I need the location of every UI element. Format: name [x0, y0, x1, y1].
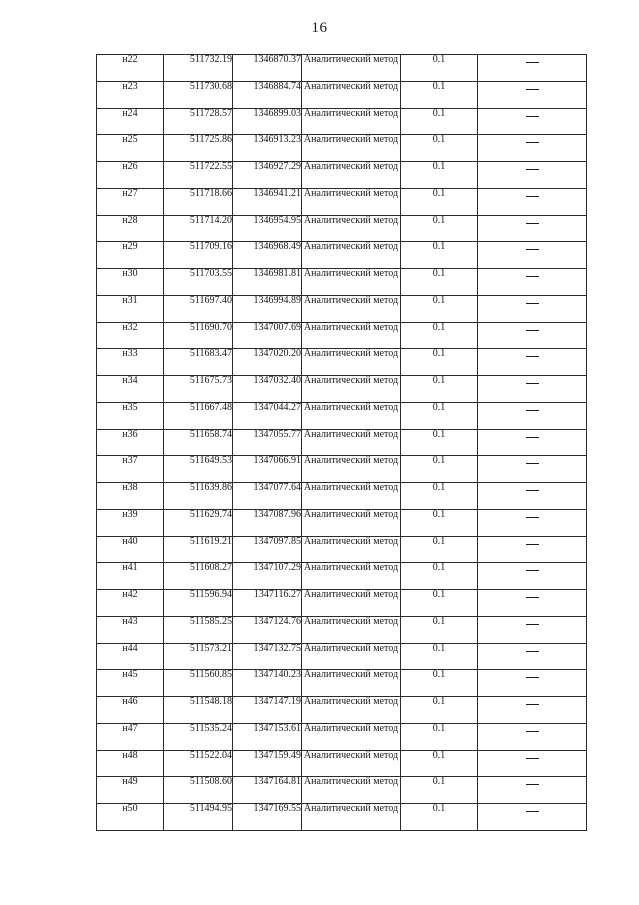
point-id-cell: н39 — [97, 509, 164, 536]
point-id-cell: н36 — [97, 429, 164, 456]
point-id-cell: н43 — [97, 616, 164, 643]
accuracy-cell: 0.1 — [401, 295, 478, 322]
note-cell — [478, 242, 587, 269]
accuracy-cell: 0.1 — [401, 429, 478, 456]
coord-y-cell: 1346899.03 — [233, 108, 302, 135]
note-cell — [478, 188, 587, 215]
accuracy-cell: 0.1 — [401, 563, 478, 590]
point-id-cell: н42 — [97, 590, 164, 617]
method-cell: Аналитический метод — [302, 188, 401, 215]
table-row — [97, 269, 587, 296]
note-cell — [478, 590, 587, 617]
method-cell: Аналитический метод — [302, 349, 401, 376]
note-cell — [478, 670, 587, 697]
method-cell: Аналитический метод — [302, 670, 401, 697]
accuracy-cell: 0.1 — [401, 162, 478, 189]
method-cell: Аналитический метод — [302, 643, 401, 670]
method-cell: Аналитический метод — [302, 108, 401, 135]
accuracy-cell: 0.1 — [401, 723, 478, 750]
dash-mark — [526, 356, 539, 357]
method-cell: Аналитический метод — [302, 215, 401, 242]
note-cell — [478, 804, 587, 831]
method-cell: Аналитический метод — [302, 563, 401, 590]
coord-x-cell: 511703.55 — [164, 269, 233, 296]
point-id-cell: н46 — [97, 697, 164, 724]
note-cell — [478, 536, 587, 563]
dash-mark — [526, 597, 539, 598]
method-cell: Аналитический метод — [302, 376, 401, 403]
coord-y-cell: 1347124.76 — [233, 616, 302, 643]
coordinates-table-body — [97, 55, 587, 831]
point-id-cell: н29 — [97, 242, 164, 269]
table-row — [97, 509, 587, 536]
dash-mark — [526, 116, 539, 117]
note-cell — [478, 402, 587, 429]
table-row — [97, 563, 587, 590]
coord-x-cell: 511658.74 — [164, 429, 233, 456]
accuracy-cell: 0.1 — [401, 483, 478, 510]
dash-mark — [526, 624, 539, 625]
point-id-cell: н50 — [97, 804, 164, 831]
point-id-cell: н34 — [97, 376, 164, 403]
table-row — [97, 242, 587, 269]
method-cell: Аналитический метод — [302, 242, 401, 269]
accuracy-cell: 0.1 — [401, 697, 478, 724]
point-id-cell: н32 — [97, 322, 164, 349]
accuracy-cell: 0.1 — [401, 777, 478, 804]
accuracy-cell: 0.1 — [401, 188, 478, 215]
method-cell: Аналитический метод — [302, 269, 401, 296]
table-row — [97, 804, 587, 831]
note-cell — [478, 723, 587, 750]
point-id-cell: н30 — [97, 269, 164, 296]
coord-x-cell: 511585.25 — [164, 616, 233, 643]
accuracy-cell: 0.1 — [401, 376, 478, 403]
method-cell: Аналитический метод — [302, 723, 401, 750]
coord-y-cell: 1347159.49 — [233, 750, 302, 777]
coord-x-cell: 511596.94 — [164, 590, 233, 617]
coord-x-cell: 511697.40 — [164, 295, 233, 322]
dash-mark — [526, 223, 539, 224]
dash-mark — [526, 437, 539, 438]
coord-x-cell: 511629.74 — [164, 509, 233, 536]
coord-y-cell: 1347140.23 — [233, 670, 302, 697]
method-cell: Аналитический метод — [302, 750, 401, 777]
note-cell — [478, 643, 587, 670]
note-cell — [478, 429, 587, 456]
coord-y-cell: 1346968.49 — [233, 242, 302, 269]
point-id-cell: н26 — [97, 162, 164, 189]
dash-mark — [526, 544, 539, 545]
coord-x-cell: 511730.68 — [164, 81, 233, 108]
coord-y-cell: 1346913.23 — [233, 135, 302, 162]
dash-mark — [526, 330, 539, 331]
point-id-cell: н44 — [97, 643, 164, 670]
dash-mark — [526, 142, 539, 143]
method-cell: Аналитический метод — [302, 804, 401, 831]
note-cell — [478, 135, 587, 162]
method-cell: Аналитический метод — [302, 295, 401, 322]
coord-x-cell: 511608.27 — [164, 563, 233, 590]
accuracy-cell: 0.1 — [401, 322, 478, 349]
accuracy-cell: 0.1 — [401, 242, 478, 269]
table-row — [97, 697, 587, 724]
accuracy-cell: 0.1 — [401, 402, 478, 429]
table-row — [97, 135, 587, 162]
coord-x-cell: 511728.57 — [164, 108, 233, 135]
note-cell — [478, 483, 587, 510]
table-row — [97, 750, 587, 777]
note-cell — [478, 750, 587, 777]
coord-y-cell: 1347169.55 — [233, 804, 302, 831]
dash-mark — [526, 651, 539, 652]
dash-mark — [526, 463, 539, 464]
method-cell: Аналитический метод — [302, 135, 401, 162]
accuracy-cell: 0.1 — [401, 55, 478, 82]
coord-x-cell: 511548.18 — [164, 697, 233, 724]
coord-x-cell: 511718.66 — [164, 188, 233, 215]
coord-x-cell: 511675.73 — [164, 376, 233, 403]
method-cell: Аналитический метод — [302, 456, 401, 483]
coord-y-cell: 1347147.19 — [233, 697, 302, 724]
table-row — [97, 590, 587, 617]
note-cell — [478, 269, 587, 296]
dash-mark — [526, 677, 539, 678]
dash-mark — [526, 731, 539, 732]
point-id-cell: н25 — [97, 135, 164, 162]
table-row — [97, 723, 587, 750]
method-cell: Аналитический метод — [302, 402, 401, 429]
note-cell — [478, 81, 587, 108]
accuracy-cell: 0.1 — [401, 670, 478, 697]
method-cell: Аналитический метод — [302, 162, 401, 189]
coord-y-cell: 1347164.81 — [233, 777, 302, 804]
method-cell: Аналитический метод — [302, 509, 401, 536]
dash-mark — [526, 758, 539, 759]
note-cell — [478, 295, 587, 322]
accuracy-cell: 0.1 — [401, 750, 478, 777]
note-cell — [478, 55, 587, 82]
note-cell — [478, 509, 587, 536]
method-cell: Аналитический метод — [302, 536, 401, 563]
coord-y-cell: 1347132.75 — [233, 643, 302, 670]
point-id-cell: н23 — [97, 81, 164, 108]
coord-y-cell: 1346870.37 — [233, 55, 302, 82]
coord-x-cell: 511690.70 — [164, 322, 233, 349]
accuracy-cell: 0.1 — [401, 456, 478, 483]
dash-mark — [526, 570, 539, 571]
dash-mark — [526, 410, 539, 411]
coord-y-cell: 1347020.20 — [233, 349, 302, 376]
coord-x-cell: 511639.86 — [164, 483, 233, 510]
note-cell — [478, 616, 587, 643]
table-row — [97, 616, 587, 643]
table-row — [97, 643, 587, 670]
note-cell — [478, 215, 587, 242]
coord-x-cell: 511725.86 — [164, 135, 233, 162]
coord-x-cell: 511560.85 — [164, 670, 233, 697]
accuracy-cell: 0.1 — [401, 349, 478, 376]
point-id-cell: н35 — [97, 402, 164, 429]
coord-y-cell: 1347153.61 — [233, 723, 302, 750]
note-cell — [478, 349, 587, 376]
accuracy-cell: 0.1 — [401, 590, 478, 617]
dash-mark — [526, 249, 539, 250]
accuracy-cell: 0.1 — [401, 616, 478, 643]
note-cell — [478, 456, 587, 483]
coord-y-cell: 1346994.89 — [233, 295, 302, 322]
accuracy-cell: 0.1 — [401, 215, 478, 242]
accuracy-cell: 0.1 — [401, 509, 478, 536]
coord-y-cell: 1347007.69 — [233, 322, 302, 349]
table-row — [97, 670, 587, 697]
coord-x-cell: 511535.24 — [164, 723, 233, 750]
coord-y-cell: 1346941.21 — [233, 188, 302, 215]
dash-mark — [526, 784, 539, 785]
dash-mark — [526, 517, 539, 518]
coord-x-cell: 511649.53 — [164, 456, 233, 483]
point-id-cell: н41 — [97, 563, 164, 590]
coordinates-table — [96, 54, 587, 831]
coord-y-cell: 1346884.74 — [233, 81, 302, 108]
dash-mark — [526, 383, 539, 384]
method-cell: Аналитический метод — [302, 777, 401, 804]
accuracy-cell: 0.1 — [401, 108, 478, 135]
coord-x-cell: 511667.48 — [164, 402, 233, 429]
coord-y-cell: 1347087.96 — [233, 509, 302, 536]
table-row — [97, 55, 587, 82]
coord-x-cell: 511619.21 — [164, 536, 233, 563]
table-row — [97, 777, 587, 804]
accuracy-cell: 0.1 — [401, 536, 478, 563]
method-cell: Аналитический метод — [302, 429, 401, 456]
coord-x-cell: 511573.21 — [164, 643, 233, 670]
table-row — [97, 215, 587, 242]
method-cell: Аналитический метод — [302, 81, 401, 108]
method-cell: Аналитический метод — [302, 483, 401, 510]
dash-mark — [526, 811, 539, 812]
dash-mark — [526, 169, 539, 170]
page-number: 16 — [311, 20, 328, 36]
coord-y-cell: 1347055.77 — [233, 429, 302, 456]
point-id-cell: н27 — [97, 188, 164, 215]
point-id-cell: н24 — [97, 108, 164, 135]
table-row — [97, 322, 587, 349]
table-row — [97, 295, 587, 322]
point-id-cell: н31 — [97, 295, 164, 322]
table-row — [97, 402, 587, 429]
dash-mark — [526, 89, 539, 90]
coord-x-cell: 511683.47 — [164, 349, 233, 376]
point-id-cell: н28 — [97, 215, 164, 242]
coord-x-cell: 511494.95 — [164, 804, 233, 831]
note-cell — [478, 108, 587, 135]
coord-y-cell: 1347077.64 — [233, 483, 302, 510]
point-id-cell: н49 — [97, 777, 164, 804]
accuracy-cell: 0.1 — [401, 643, 478, 670]
table-row — [97, 536, 587, 563]
method-cell: Аналитический метод — [302, 590, 401, 617]
coord-x-cell: 511732.19 — [164, 55, 233, 82]
coord-y-cell: 1347097.85 — [233, 536, 302, 563]
table-row — [97, 376, 587, 403]
table-row — [97, 349, 587, 376]
dash-mark — [526, 62, 539, 63]
point-id-cell: н45 — [97, 670, 164, 697]
point-id-cell: н47 — [97, 723, 164, 750]
table-row — [97, 108, 587, 135]
point-id-cell: н33 — [97, 349, 164, 376]
note-cell — [478, 563, 587, 590]
dash-mark — [526, 276, 539, 277]
accuracy-cell: 0.1 — [401, 135, 478, 162]
coord-y-cell: 1346954.95 — [233, 215, 302, 242]
note-cell — [478, 162, 587, 189]
method-cell: Аналитический метод — [302, 322, 401, 349]
coord-y-cell: 1347066.91 — [233, 456, 302, 483]
accuracy-cell: 0.1 — [401, 81, 478, 108]
coord-x-cell: 511508.60 — [164, 777, 233, 804]
method-cell: Аналитический метод — [302, 697, 401, 724]
coord-y-cell: 1347116.27 — [233, 590, 302, 617]
coord-x-cell: 511709.16 — [164, 242, 233, 269]
note-cell — [478, 777, 587, 804]
coord-x-cell: 511722.55 — [164, 162, 233, 189]
note-cell — [478, 376, 587, 403]
table-row — [97, 81, 587, 108]
point-id-cell: н37 — [97, 456, 164, 483]
accuracy-cell: 0.1 — [401, 269, 478, 296]
coord-y-cell: 1346981.81 — [233, 269, 302, 296]
coord-y-cell: 1347032.40 — [233, 376, 302, 403]
note-cell — [478, 322, 587, 349]
point-id-cell: н38 — [97, 483, 164, 510]
dash-mark — [526, 196, 539, 197]
dash-mark — [526, 704, 539, 705]
table-row — [97, 188, 587, 215]
coord-y-cell: 1347107.29 — [233, 563, 302, 590]
point-id-cell: н48 — [97, 750, 164, 777]
table-row — [97, 162, 587, 189]
point-id-cell: н40 — [97, 536, 164, 563]
coord-y-cell: 1347044.27 — [233, 402, 302, 429]
coord-x-cell: 511714.20 — [164, 215, 233, 242]
point-id-cell: н22 — [97, 55, 164, 82]
method-cell: Аналитический метод — [302, 55, 401, 82]
coord-x-cell: 511522.04 — [164, 750, 233, 777]
table-row — [97, 483, 587, 510]
dash-mark — [526, 490, 539, 491]
dash-mark — [526, 303, 539, 304]
table-row — [97, 456, 587, 483]
note-cell — [478, 697, 587, 724]
coord-y-cell: 1346927.29 — [233, 162, 302, 189]
table-row — [97, 429, 587, 456]
method-cell: Аналитический метод — [302, 616, 401, 643]
accuracy-cell: 0.1 — [401, 804, 478, 831]
